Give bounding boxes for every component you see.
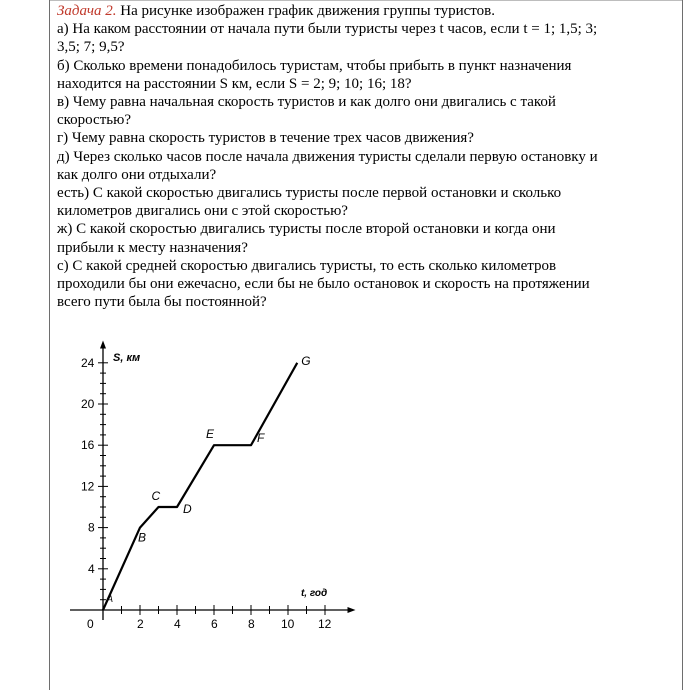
task-title: Задача 2. — [57, 3, 117, 19]
task-question-line: скоростью? — [57, 112, 131, 129]
task-intro: На рисунке изображен график движения группы туристов. — [120, 3, 495, 19]
point-label-b: B — [138, 530, 147, 545]
y-axis-label: S, км — [113, 351, 141, 364]
point-label-e: E — [206, 427, 215, 442]
x-tick-label: 12 — [318, 617, 332, 631]
point-label-g: G — [301, 353, 311, 368]
task-question-line: километров двигались они с этой скоростью? — [57, 203, 348, 220]
frame-left-border — [49, 0, 50, 690]
task-question-line: д) Через сколько часов после начала движения туристы сделали первую остановку и — [57, 148, 598, 165]
task-question-line: с) С какой средней скоростью двигались туристы, то есть сколько километров — [57, 257, 557, 274]
x-tick-label: 10 — [281, 617, 295, 631]
task-question-line: а) На каком расстоянии от начала пути были туристы через t часов, если t = 1; 1,5; 3; — [57, 21, 598, 38]
x-tick-label: 2 — [137, 617, 144, 631]
task-question-line: б) Сколько времени понадобилось туристам, чтобы прибыть в пункт назначения — [57, 57, 572, 74]
frame-top-border — [49, 0, 682, 1]
task-question-line: есть) С какой скоростью двигались туристы после первой остановки и сколько — [57, 185, 562, 202]
frame-right-border — [682, 0, 683, 690]
y-tick-label: 4 — [88, 561, 95, 576]
y-tick-label: 12 — [81, 479, 95, 494]
x-tick-label: 0 — [87, 617, 94, 631]
task-question-line: находится на расстоянии S км, если S = 2; 9; 10; 16; 18? — [57, 75, 412, 92]
task-question-line: в) Чему равна начальная скорость туристов и как долго они двигались с такой — [57, 94, 556, 111]
y-tick-label: 16 — [81, 438, 95, 453]
task-question-line: проходили бы они ежечасно, если бы не было остановок и скорость на протяжении — [57, 276, 590, 293]
point-label-a: A — [107, 594, 114, 604]
task-question-line: прибыли к месту назначения? — [57, 239, 248, 256]
task-question-line: ж) С какой скоростью двигались туристы после второй остановки и когда они — [57, 221, 556, 238]
x-axis-label: t, год — [300, 588, 328, 599]
x-tick-label: 6 — [211, 617, 218, 631]
point-label-c: C — [151, 489, 161, 503]
point-label-f: F — [257, 431, 265, 446]
y-tick-label: 8 — [88, 520, 95, 535]
task-question-line: как долго они отдыхали? — [57, 166, 217, 183]
distance-time-graph — [60, 340, 360, 640]
task-question-line: всего пути была бы постоянной? — [57, 294, 267, 311]
x-tick-label: 4 — [174, 617, 181, 631]
y-tick-label: 24 — [81, 355, 95, 370]
task-question-line: г) Чему равна скорость туристов в течение трех часов движения? — [57, 130, 474, 147]
point-label-d: D — [183, 502, 192, 516]
task-questions — [57, 20, 679, 311]
route-line — [103, 363, 297, 610]
task-heading — [57, 2, 679, 20]
x-tick-label: 8 — [248, 617, 255, 631]
y-axis-arrow — [100, 341, 106, 349]
task-question-line: 3,5; 7; 9,5? — [57, 39, 125, 56]
y-tick-label: 20 — [81, 397, 95, 411]
x-axis-arrow — [348, 607, 356, 613]
task-text — [57, 2, 679, 311]
